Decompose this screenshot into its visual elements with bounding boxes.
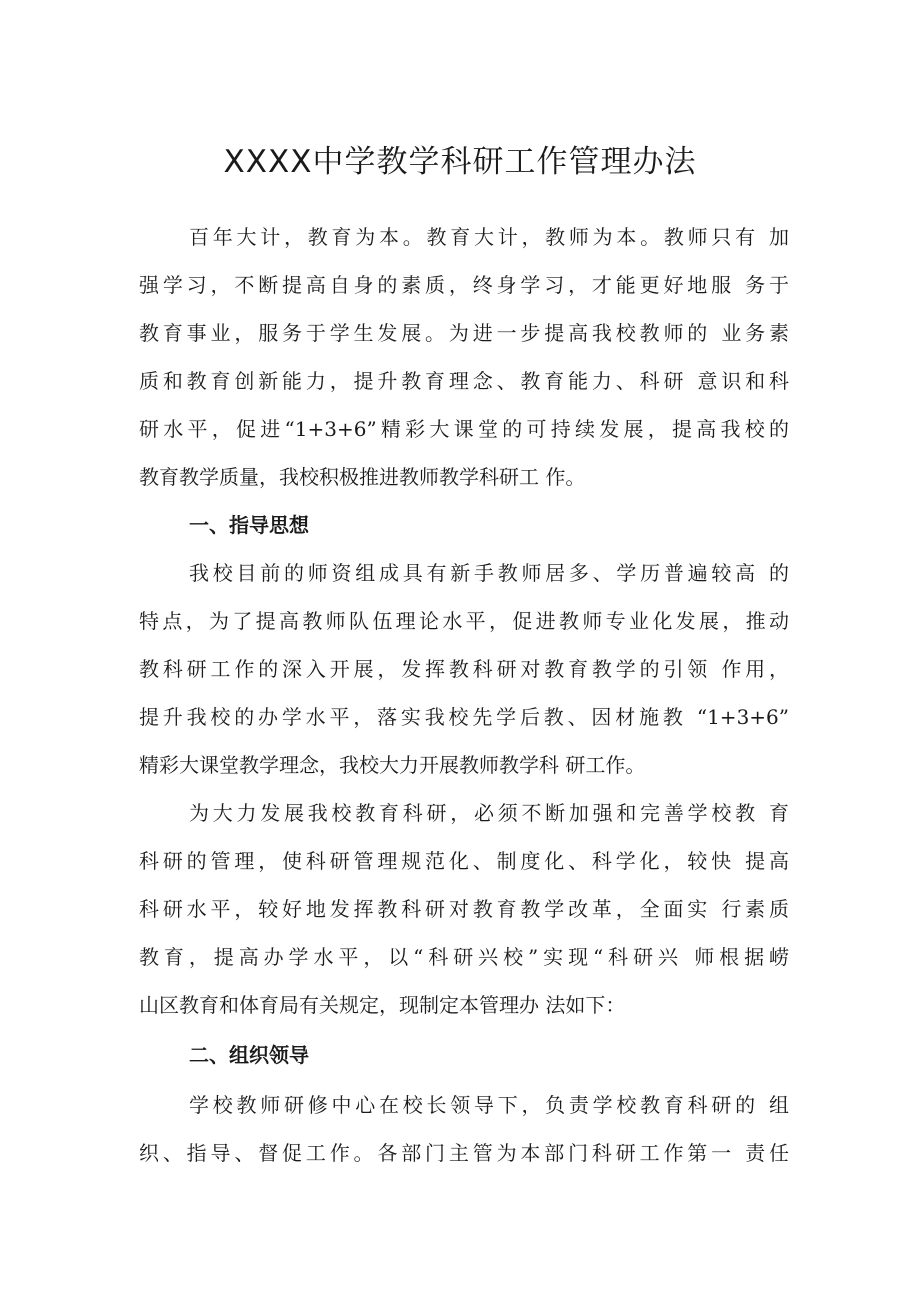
paragraph-1-line-3: 教育事业，服务于学生发展。为进一步提高我校教师的 业务素: [139, 321, 789, 345]
paragraph-2-line-1: 我校目前的师资组成具有新手教师居多、学历普遍较高 的: [189, 561, 789, 585]
paragraph-1-line-5: 研水平，促进“1+3+6”精彩大课堂的可持续发展，提高我校的: [139, 417, 789, 441]
document-title: XXXX中学教学科研工作管理办法: [223, 144, 697, 180]
paragraph-1-line-6: 教育教学质量，我校积极推进教师教学科研工 作。: [139, 465, 586, 489]
section-heading-guiding-ideology: 一、指导思想: [189, 513, 309, 537]
paragraph-3-line-2: 科研的管理，使科研管理规范化、制度化、科学化，较快 提高: [139, 849, 789, 873]
paragraph-2-line-4: 提升我校的办学水平，落实我校先学后教、因材施教 “1+3+6”: [139, 705, 789, 729]
paragraph-3-line-1: 为大力发展我校教育科研，必须不断加强和完善学校教 育: [189, 801, 789, 825]
paragraph-4-line-2: 织、指导、督促工作。各部门主管为本部门科研工作第一 责任: [139, 1141, 789, 1165]
paragraph-1-line-1: 百年大计，教育为本。教育大计，教师为本。教师只有 加: [189, 225, 789, 249]
paragraph-2-line-3: 教科研工作的深入开展，发挥教科研对教育教学的引领 作用，: [139, 657, 789, 681]
paragraph-3-line-5: 山区教育和体育局有关规定，现制定本管理办 法如下：: [139, 993, 626, 1017]
paragraph-3-line-4: 教育，提高办学水平，以“科研兴校”实现“科研兴 师根据崂: [139, 945, 789, 969]
paragraph-1-line-2: 强学习，不断提高自身的素质，终身学习，才能更好地服 务于: [139, 273, 789, 297]
paragraph-2-line-5: 精彩大课堂教学理念，我校大力开展教师教学科 研工作。: [139, 753, 646, 777]
paragraph-2-line-2: 特点，为了提高教师队伍理论水平，促进教师专业化发展，推动: [139, 609, 789, 633]
paragraph-4-line-1: 学校教师研修中心在校长领导下，负责学校教育科研的 组: [189, 1093, 789, 1117]
paragraph-1-line-4: 质和教育创新能力，提升教育理念、教育能力、科研 意识和科: [139, 369, 789, 393]
paragraph-3-line-3: 科研水平，较好地发挥教科研对教育教学改革，全面实 行素质: [139, 897, 789, 921]
section-heading-organization-leadership: 二、组织领导: [189, 1043, 309, 1067]
